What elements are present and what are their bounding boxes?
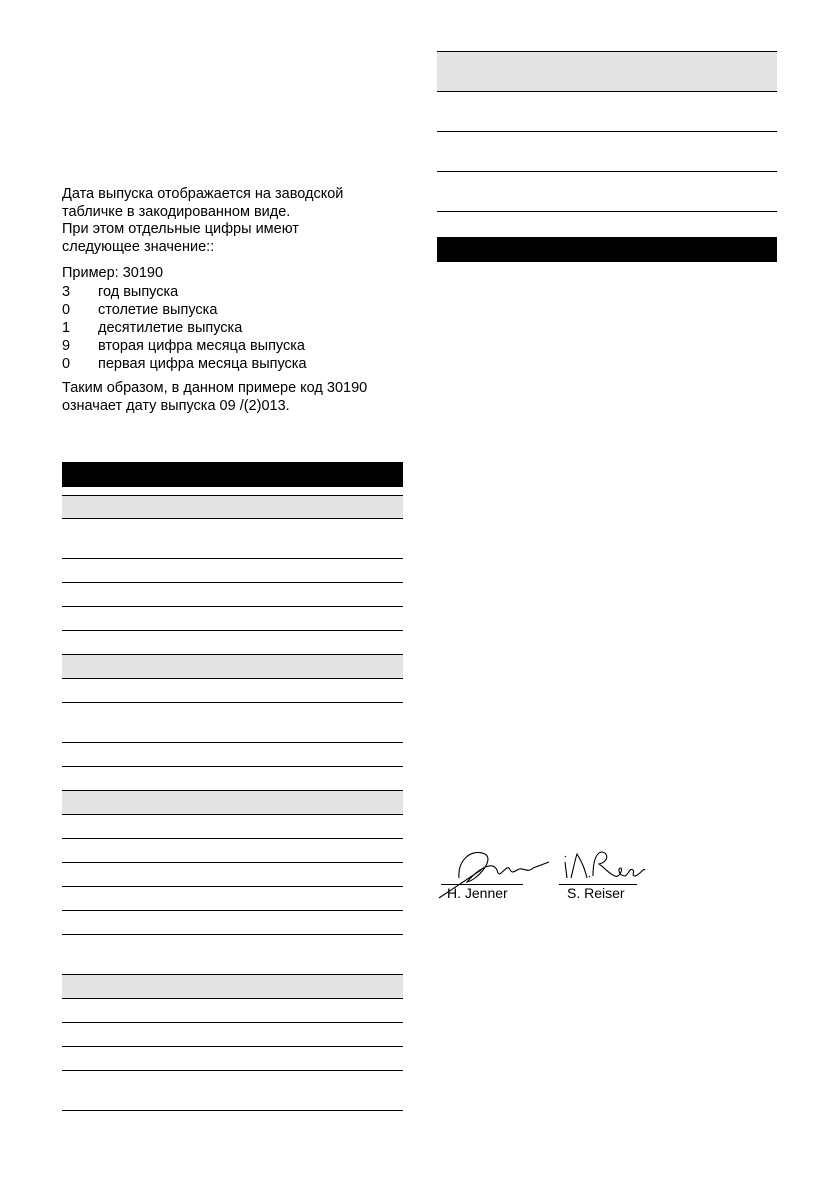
table-row: [62, 911, 403, 935]
declaration-header: [437, 237, 777, 262]
table-row: [62, 743, 403, 767]
table-row: [62, 1071, 403, 1111]
table-row: [62, 703, 403, 743]
table-row: [62, 1047, 403, 1071]
digit-legend-item: [62, 283, 307, 301]
digit: 0: [62, 356, 71, 372]
date-code-conclusion: [62, 380, 367, 415]
intro-line: Дата выпуска отображается на заводской: [62, 186, 344, 202]
digit-legend-item: [62, 319, 307, 337]
date-code-intro: [62, 186, 343, 256]
table-row: [62, 679, 403, 703]
table-row: [62, 887, 403, 911]
table-row: [62, 607, 403, 631]
table-row: [62, 519, 403, 559]
conclusion-line: означает дату выпуска 09 /(2)013.: [62, 397, 290, 414]
digit-legend-item: [62, 337, 307, 355]
intro-line: При этом отдельные цифры имеют: [62, 221, 299, 237]
table-header: [62, 462, 403, 487]
digit-meaning: год выпуска: [98, 284, 179, 300]
digit-legend-item: [62, 355, 307, 373]
digit: 9: [62, 338, 71, 354]
digit: 1: [62, 320, 71, 336]
signatory-name: H. Jenner: [447, 885, 508, 901]
digit-meaning: столетие выпуска: [98, 302, 218, 318]
table-row: [62, 583, 403, 607]
table-row: [62, 631, 403, 655]
table-row: [62, 863, 403, 887]
table-section-row: [62, 495, 403, 519]
digit: 0: [62, 302, 71, 318]
table-row: [437, 172, 777, 212]
digit-meaning: первая цифра месяца выпуска: [98, 356, 307, 372]
table-row: [62, 999, 403, 1023]
digit: 3: [62, 284, 71, 300]
signatory-name: S. Reiser: [567, 885, 625, 901]
table-row: [62, 1023, 403, 1047]
table-row: [437, 132, 777, 172]
signature-block: [437, 840, 657, 910]
digit-meaning: вторая цифра месяца выпуска: [98, 338, 306, 354]
table-row: [62, 767, 403, 791]
digit-legend-item: [62, 301, 307, 319]
example-title: Пример: 30190: [62, 265, 164, 281]
digit-legend: [62, 283, 307, 373]
intro-line: следующее значение::: [62, 238, 215, 255]
table-section-row: [62, 975, 403, 999]
digit-meaning: десятилетие выпуска: [98, 320, 243, 336]
table-row: [62, 935, 403, 975]
intro-line: табличке в закодированном виде.: [62, 203, 291, 220]
conclusion-line: Таким образом, в данном примере код 30190: [62, 380, 368, 396]
table-row: [62, 839, 403, 863]
table-row: [62, 815, 403, 839]
table-section-row: [62, 791, 403, 815]
table-section-row: [62, 655, 403, 679]
table-row: [62, 559, 403, 583]
technical-data-table: [62, 462, 403, 1111]
table-row: [437, 92, 777, 132]
right-table: [437, 51, 777, 262]
table-section-row: [437, 51, 777, 92]
